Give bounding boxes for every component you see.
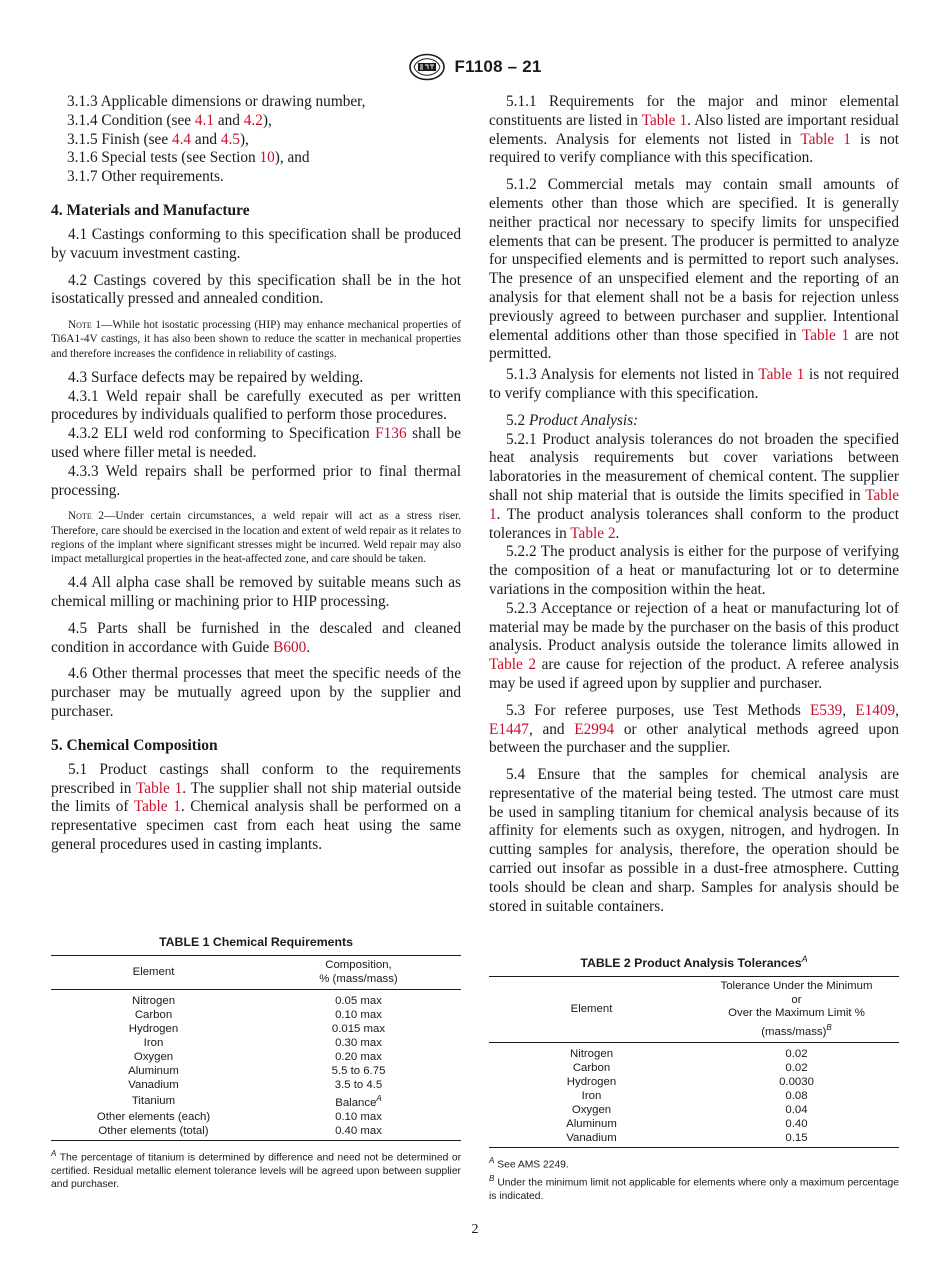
ref-f136[interactable]: F136: [375, 425, 407, 443]
table-row: Titanium Balance$^A$: [131, 1094, 382, 1109]
table-row: Nitrogen 0.05 max: [131, 995, 382, 1007]
table-2-header-element: Element: [489, 977, 694, 1043]
ref-4-2[interactable]: 4.2: [243, 111, 263, 129]
para-4-5: 4.5 Parts shall be furnished in the descaled and cleaned condition in accordance with Guide B600.: [51, 619, 461, 656]
table-row: Other elements (each) 0.10 max: [96, 1110, 382, 1123]
table-1-header-element: Element: [51, 956, 256, 990]
ref-4-5[interactable]: 4.5: [220, 130, 240, 148]
table-row: Carbon 0.02: [572, 1061, 808, 1074]
table-row: Hydrogen 0.015 max: [128, 1023, 386, 1035]
table-2-title: TABLE 2 Product Analysis Tolerances$^A$: [580, 954, 808, 971]
table-row: Oxygen 0.04: [571, 1103, 808, 1116]
para-5-2-1: 5.2.1 Product analysis tolerances do not broaden the specified heat analysis requirements but cover variations between laboratories in the measurement of chemical content. The supplier shall not ship material that is outside the limits specified in Table 1. The product analysis tolerances shall conform to the product tolerances in Table 2.: [489, 430, 899, 542]
section-5-heading: 5. Chemical Composition: [51, 736, 218, 754]
table-1-header-composition: Composition, % (mass/mass): [256, 956, 461, 990]
table-row: Vanadium 3.5 to 4.5: [128, 1079, 383, 1091]
para-5-1: 5.1 Product castings shall conform to the requirements prescribed in Table 1. The supplier shall not ship material outside the limits of Table 1. Chemical analysis shall be performed on a representative specimen cast from each heat using the same general procedures used in casting implants.: [51, 760, 461, 853]
para-5-4: 5.4 Ensure that the samples for chemical analysis are representative of the material being tested. The utmost care must be used in sampling titanium for chemical analysis because of its affinity for elements such as oxygen, nitrogen, and hydrogen. In cutting samples for analysis, therefore, the operation should be carried out insofar as possible in a dust-free atmosphere. Cutting tools should be clean and sharp. Samples for analysis should be stored in suitable containers.: [489, 766, 899, 915]
table-1-title: TABLE 1 Chemical Requirements: [159, 935, 353, 949]
table-row: Aluminum 5.5 to 6.75: [128, 1065, 386, 1077]
table-row: Carbon 0.10 max: [134, 1009, 382, 1021]
ref-table-2[interactable]: Table 2: [489, 656, 536, 674]
ref-table-1[interactable]: Table 1: [136, 779, 183, 797]
note-2: Note 2—Under certain circumstances, a weld repair will act as a stress riser. Therefore, care should be exercised in the location and extent of weld repair as it relates to regions of the implant where significant stresses might be incurred. Weld repair may also impact metallurgical properties in the heat-affected zone, and care should be taken.: [51, 510, 461, 565]
table-2-footnote-b: $^B$ Under the minimum limit not applicable for elements where only a maximum percentage is indicated.: [489, 1173, 899, 1202]
para-5-1-1: 5.1.1 Requirements for the major and minor elemental constituents are listed in Table 1. Also listed are important residual elements. Analysis for elements not listed in Table 1 is not required to verify compliance with this specification.: [489, 93, 900, 167]
ref-e1409[interactable]: E1409: [855, 701, 896, 719]
table-1: [51, 935, 461, 1192]
table-row: Vanadium 0.15: [489, 1131, 899, 1148]
table-row: Iron 0.08: [581, 1089, 808, 1102]
astm-logo-icon: [408, 52, 446, 82]
ref-4-4[interactable]: 4.4: [171, 130, 192, 148]
ref-b600[interactable]: B600: [273, 638, 307, 656]
left-column: [51, 93, 461, 855]
table-row: Aluminum 0.40: [566, 1117, 808, 1130]
table-2-footnote-a: $^A$ See AMS 2249.: [489, 1155, 569, 1171]
ref-4-1[interactable]: 4.1: [194, 111, 215, 129]
para-5-1-2: 5.1.2 Commercial metals may contain small amounts of elements other than those which are specified. It is generally neither practical nor necessary to specify limits for unspecified elements that can be present. The producer is permitted to analyze for unspecified elements and is permitted to report such analyses. The presence of an unspecified element and the reporting of an analysis for that element shall not be a basis for rejection unless previously agreed to between purchaser and supplier. Intentional elemental additions other than those specified in Table 1 are not permitted.: [489, 176, 899, 363]
para-4-3-3: 4.3.3 Weld repairs shall be performed prior to final thermal processing.: [51, 462, 461, 499]
table-row: Hydrogen 0.0030: [566, 1075, 814, 1088]
right-column: [489, 93, 899, 916]
page-number: 2: [471, 1222, 479, 1237]
para-4-1: 4.1 Castings conforming to this specification shall be produced by vacuum investment casting.: [51, 225, 461, 262]
para-4-6: 4.6 Other thermal processes that meet the specific needs of the purchaser may be mutually agreed upon by the supplier and purchaser.: [51, 665, 461, 720]
document-id: F1108 – 21: [454, 57, 542, 76]
table-row: Oxygen 0.20 max: [133, 1051, 382, 1063]
ref-e2994[interactable]: E2994: [574, 720, 615, 738]
table-2-footnotes: [489, 1154, 899, 1203]
item-3-1-4: 3.1.4 Condition (see 4.1 and 4.2),: [67, 111, 272, 129]
para-5-2-3: 5.2.3 Acceptance or rejection of a heat or manufacturing lot of material may be made by the purchaser on the basis of this product analysis. Product analysis outside the tolerance limits allowed in Table 2 are cause for rejection of the product. A referee analysis may be used if agreed upon by supplier and purchaser.: [489, 599, 899, 692]
item-3-1-3: 3.1.3 Applicable dimensions or drawing number,: [67, 93, 366, 110]
ref-table-1[interactable]: Table 1: [489, 486, 899, 523]
table-row: Other elements (total) 0.40 max: [51, 1124, 461, 1141]
table-2-header-tolerance: Tolerance Under the Minimum or Over the Maximum Limit % (mass/mass)$^B$: [694, 977, 899, 1043]
ref-e539[interactable]: E539: [809, 701, 843, 719]
ref-table-1[interactable]: Table 1: [641, 111, 688, 129]
para-5-2-2: 5.2.2 The product analysis is either for the purpose of verifying the composition of a heat or manufacturing lot or to determine variations in the composition within the heat.: [489, 543, 899, 598]
para-5-2: 5.2 Product Analysis:: [506, 411, 639, 429]
table-row: Iron 0.30 max: [143, 1037, 382, 1049]
section-4-heading: 4. Materials and Manufacture: [51, 201, 250, 219]
table-2: [489, 952, 899, 1203]
item-3-1-7: 3.1.7 Other requirements.: [67, 168, 224, 186]
para-4-3: 4.3 Surface defects may be repaired by welding.: [68, 368, 364, 386]
ref-table-1[interactable]: Table 1: [758, 366, 805, 384]
item-3-1-5: 3.1.5 Finish (see 4.4 and 4.5),: [67, 130, 249, 148]
para-4-3-2: 4.3.2 ELI weld rod conforming to Specification F136 shall be used where filler metal is needed.: [51, 425, 461, 461]
page-header: [0, 52, 950, 82]
ref-table-2[interactable]: Table 2: [570, 524, 616, 542]
table-row: Nitrogen 0.02: [569, 1047, 808, 1060]
ref-table-1[interactable]: Table 1: [801, 326, 850, 344]
para-5-1-3: 5.1.3 Analysis for elements not listed in Table 1 is not required to verify compliance with this specification.: [489, 366, 899, 402]
ref-section-10[interactable]: 10: [259, 149, 275, 167]
ref-e1447[interactable]: E1447: [489, 720, 529, 738]
ref-table-1[interactable]: Table 1: [800, 130, 851, 148]
item-3-1-6: 3.1.6 Special tests (see Section 10), and: [67, 149, 310, 167]
para-4-2: 4.2 Castings covered by this specification shall be in the hot isostatically pressed and annealed condition.: [51, 271, 461, 308]
para-5-3: 5.3 For referee purposes, use Test Methods E539, E1409, E1447, and E2994 or other analytical methods agreed upon between the purchaser and the supplier.: [489, 701, 900, 757]
table-1-footnote: $^A$ The percentage of titanium is determined by difference and need not be determined or certified. Residual metallic element tolerance levels will be agreed upon between supplier and purchaser.: [51, 1148, 461, 1191]
para-4-3-1: 4.3.1 Weld repair shall be carefully executed as per written procedures by individuals qualified to perform those procedures.: [51, 387, 461, 424]
note-1: Note 1—While hot isostatic processing (HIP) may enhance mechanical properties of Ti6A1-4V castings, it has also been shown to reduce the scatter in mechanical properties and therefore increases the confidence in reliability of castings.: [51, 319, 461, 360]
ref-table-1[interactable]: Table 1: [133, 798, 181, 816]
para-4-4: 4.4 All alpha case shall be removed by suitable means such as chemical milling or machining prior to HIP processing.: [51, 574, 461, 610]
